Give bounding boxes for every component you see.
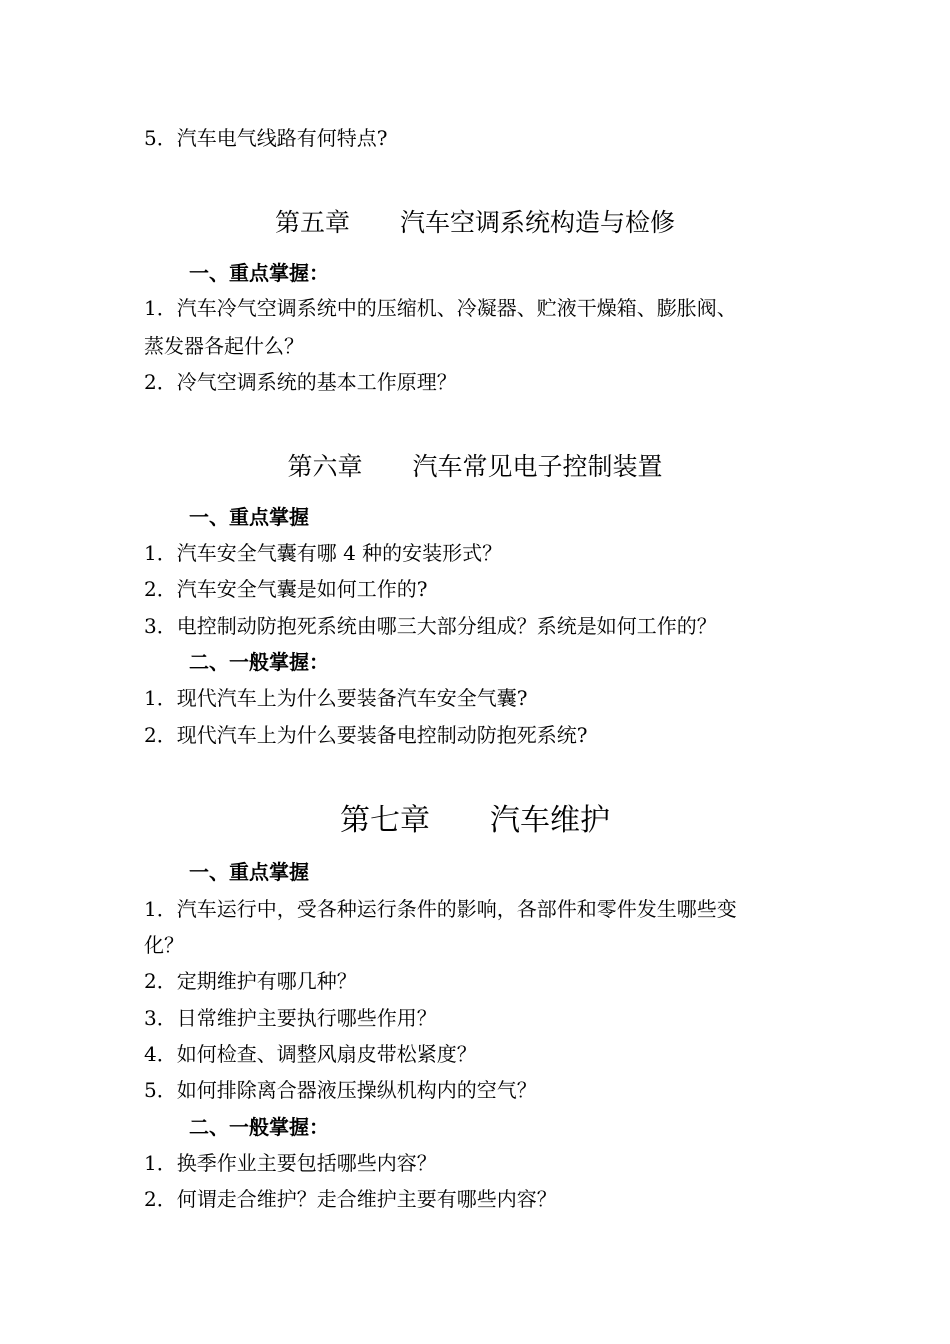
question-line: 化？ [144, 933, 184, 957]
chapter-title: 汽车空调系统构造与检修 [400, 208, 676, 237]
question-line: 5．汽车电气线路有何特点? [144, 126, 388, 150]
question-line: 1．汽车安全气囊有哪 4 种的安装形式？ [144, 541, 503, 565]
section-heading: 一、重点掌握 [189, 505, 309, 529]
section-heading: 二、一般掌握： [189, 1115, 329, 1139]
chapter-number: 第六章 [287, 452, 363, 481]
question-line: 2．现代汽车上为什么要装备电控制动防抱死系统? [144, 723, 588, 747]
section-heading: 一、重点掌握 [189, 860, 309, 884]
question-line: 2．冷气空调系统的基本工作原理？ [144, 370, 457, 394]
question-line: 4．如何检查、调整风扇皮带松紧度？ [144, 1042, 477, 1066]
question-line: 1．汽车冷气空调系统中的压缩机、冷凝器、贮液干燥箱、膨胀阀、 [144, 296, 737, 320]
question-line: 2．何谓走合维护？走合维护主要有哪些内容？ [144, 1187, 557, 1211]
question-line: 2．汽车安全气囊是如何工作的? [144, 577, 428, 601]
question-line: 蒸发器各起什么？ [144, 334, 304, 358]
question-line: 1．换季作业主要包括哪些内容？ [144, 1151, 437, 1175]
question-line: 1．现代汽车上为什么要装备汽车安全气囊? [144, 686, 528, 710]
chapter-number: 第七章 [340, 803, 430, 838]
chapter-title: 汽车常见电子控制装置 [412, 452, 663, 481]
chapter-heading [0, 210, 950, 235]
question-line: 2．定期维护有哪几种？ [144, 969, 357, 993]
question-line: 5．如何排除离合器液压操纵机构内的空气？ [144, 1078, 537, 1102]
question-line: 3．电控制动防抱死系统由哪三大部分组成？系统是如何工作的？ [144, 614, 717, 638]
question-line: 3．日常维护主要执行哪些作用？ [144, 1006, 437, 1030]
section-heading: 二、一般掌握： [189, 650, 329, 674]
chapter-number: 第五章 [274, 208, 350, 237]
chapter-heading [0, 803, 950, 838]
question-line: 1．汽车运行中，受各种运行条件的影响，各部件和零件发生哪些变 [144, 897, 737, 921]
section-heading: 一、重点掌握： [189, 261, 329, 285]
chapter-title: 汽车维护 [490, 803, 610, 838]
chapter-heading [0, 454, 950, 479]
